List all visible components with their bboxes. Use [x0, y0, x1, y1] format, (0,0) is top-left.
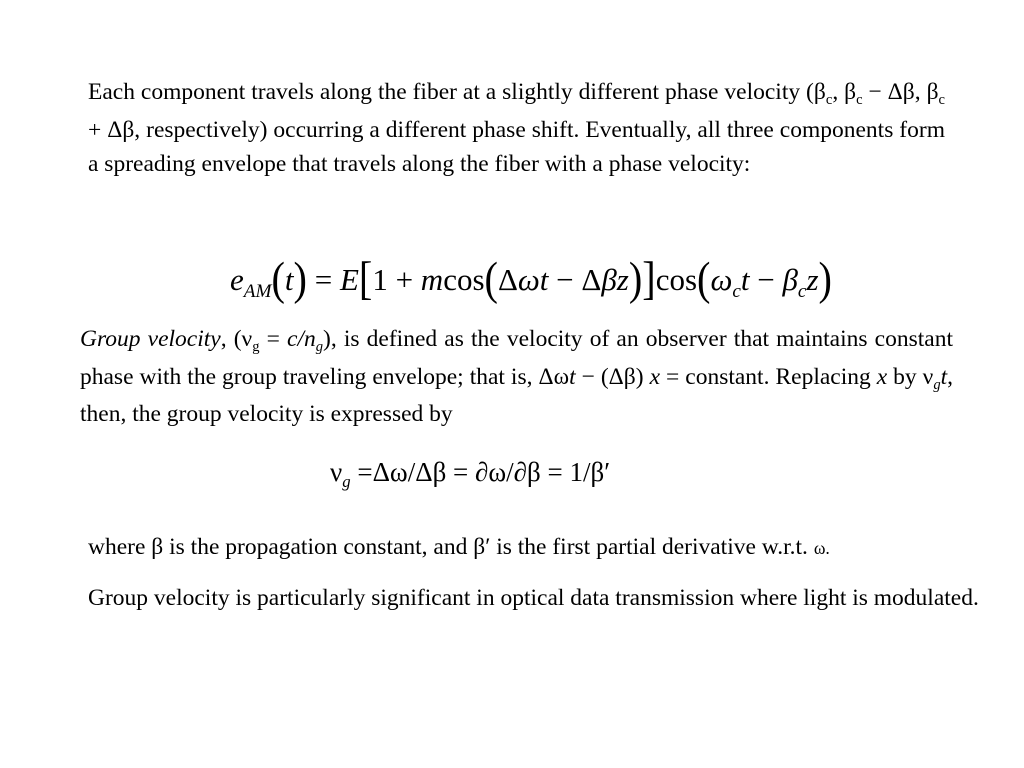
p2-text: by ν: [887, 363, 934, 390]
subscript-g: g: [252, 339, 260, 356]
eq-var-z: z: [806, 262, 819, 297]
p1-text-1: Each component travels along the fiber at a slightly different phase velocity (: [88, 79, 814, 105]
eq-minus: −: [548, 262, 582, 297]
paragraph-beta-definition: [88, 530, 988, 566]
eq-paren: (: [271, 252, 285, 305]
eq-var-E: E: [339, 262, 359, 297]
eq-bracket: ]: [642, 252, 656, 305]
minus-delta-beta: − Δβ,: [862, 79, 927, 105]
eq-cos: cos: [655, 262, 698, 297]
eq-var-m: m: [420, 262, 444, 297]
eq-paren: (: [484, 252, 498, 305]
p2-text: ), is defined as the velocity of an observer that maintains constant phase with the group traveling envelope; that is, Δω: [80, 326, 953, 390]
eq-var-t: t: [284, 262, 294, 297]
eq-omega: ω: [517, 262, 540, 297]
eq-equals: =: [306, 262, 340, 297]
eq-var-t: t: [740, 262, 750, 297]
p2-text: =: [259, 326, 288, 352]
subscript-g: g: [315, 339, 324, 356]
eq-bracket: [: [358, 252, 373, 305]
eq-expression: =Δω/Δβ = ∂ω/∂β = 1/β′: [350, 457, 611, 487]
p2-text: = constant. Replacing: [660, 363, 877, 390]
eq-paren: (: [697, 252, 711, 305]
paragraph-phase-velocity: [88, 75, 945, 182]
eq-delta: Δ: [497, 262, 518, 297]
c-over-n: c/n: [287, 326, 316, 352]
eq-var-z: z: [616, 262, 629, 297]
eq-delta: Δ: [581, 262, 602, 297]
p1-text-2: , respectively) occurring a different phase shift. Eventually, all three components form a spreading envelope that travels along the fiber with a phase velocity:: [88, 116, 945, 177]
beta-symbol: β: [813, 79, 826, 105]
omega-symbol: ω.: [813, 538, 830, 558]
p2-text: , (ν: [220, 326, 253, 352]
eq-subscript-g: g: [342, 471, 351, 491]
eq-subscript-c: c: [732, 280, 741, 302]
eq-paren: ): [628, 252, 643, 305]
subscript-c: c: [825, 92, 833, 109]
subscript-g: g: [933, 376, 941, 393]
eq-minus: −: [749, 262, 783, 297]
var-x: x: [876, 363, 888, 390]
separator: ,: [832, 79, 845, 105]
eq-omega: ω: [710, 262, 733, 297]
beta-symbol: β: [926, 79, 939, 105]
equation-am-signal: [230, 252, 832, 307]
eq-paren: ): [293, 252, 307, 305]
p2-text: − (Δβ): [575, 363, 650, 390]
eq-subscript-c: c: [797, 280, 807, 302]
paragraph-significance: [88, 581, 987, 616]
var-t: t: [569, 363, 576, 390]
eq-nu: ν: [330, 457, 343, 487]
p3-text: where β is the propagation constant, and β′ is the first partial derivative w.r.t.: [88, 534, 814, 560]
paragraph-group-velocity-definition: [80, 322, 953, 432]
p4-text: Group velocity is particularly significant in optical data transmission where light is modulated.: [88, 585, 979, 611]
var-t: t: [940, 363, 948, 390]
eq-subscript-am: AM: [243, 280, 272, 302]
p2-text: , then, the group velocity is expressed by: [80, 363, 953, 427]
var-x: x: [649, 363, 661, 390]
term-group-velocity: Group velocity: [80, 326, 221, 352]
eq-beta: β: [782, 262, 798, 297]
eq-one: 1: [372, 262, 388, 297]
equation-group-velocity: [330, 452, 610, 496]
eq-beta: β: [601, 262, 617, 297]
eq-paren: ): [818, 252, 832, 305]
plus-delta-beta: + Δβ: [88, 116, 135, 143]
eq-var-e: e: [230, 262, 244, 297]
beta-symbol: β: [844, 79, 857, 105]
subscript-c: c: [856, 92, 863, 109]
subscript-c: c: [938, 92, 945, 109]
eq-cos: cos: [443, 262, 485, 297]
eq-plus: +: [387, 262, 421, 297]
eq-var-t: t: [539, 262, 549, 297]
